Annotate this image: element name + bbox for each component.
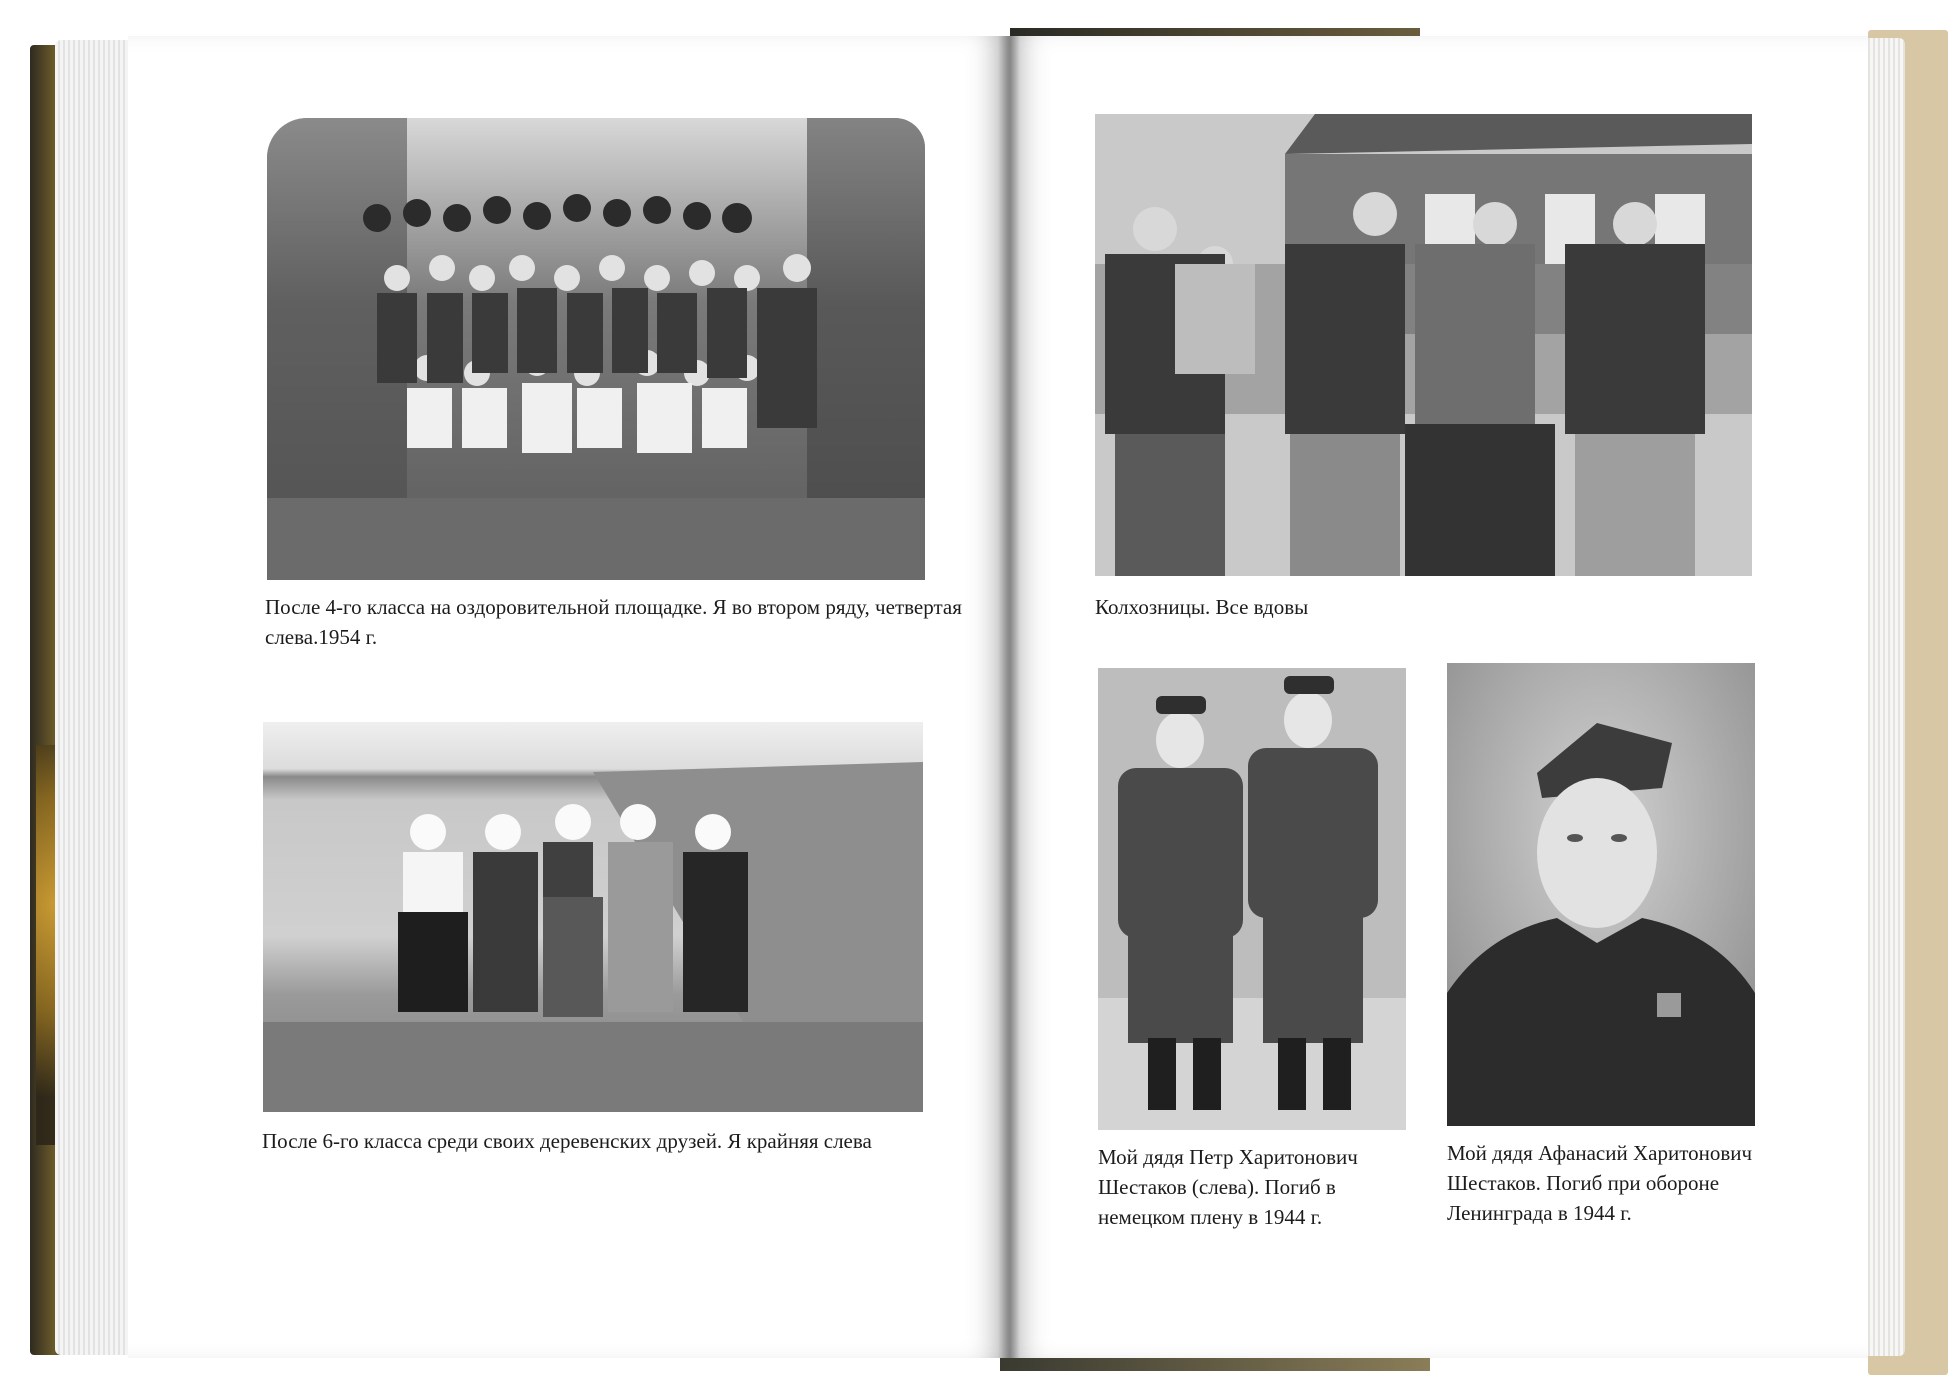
school-group-caption: После 4-го класса на оздоровительной площадке. Я во втором ряду, четвертая слева.1954 г. [265,595,962,649]
village-friends-caption: После 6-го класса среди своих деревенских друзей. Я крайняя слева [262,1129,872,1153]
soldier-portrait-photo [1447,663,1755,1126]
school-group-photo [267,118,925,580]
village-friends-photo [263,722,923,1112]
soldier-portrait-caption: Мой дядя Афанасий Харитонович Шестаков. Погиб при обороне Ленинграда в 1944 г. [1447,1141,1753,1225]
collective-farm-women-photo [1095,114,1752,576]
book-gutter [998,36,1020,1358]
two-soldiers-caption: Мой дядя Петр Харитонович Шестаков (слева). Погиб в немецком плену в 1944 г. [1098,1145,1358,1229]
two-soldiers-photo [1098,668,1406,1130]
collective-farm-women-caption: Колхозницы. Все вдовы [1095,595,1309,619]
